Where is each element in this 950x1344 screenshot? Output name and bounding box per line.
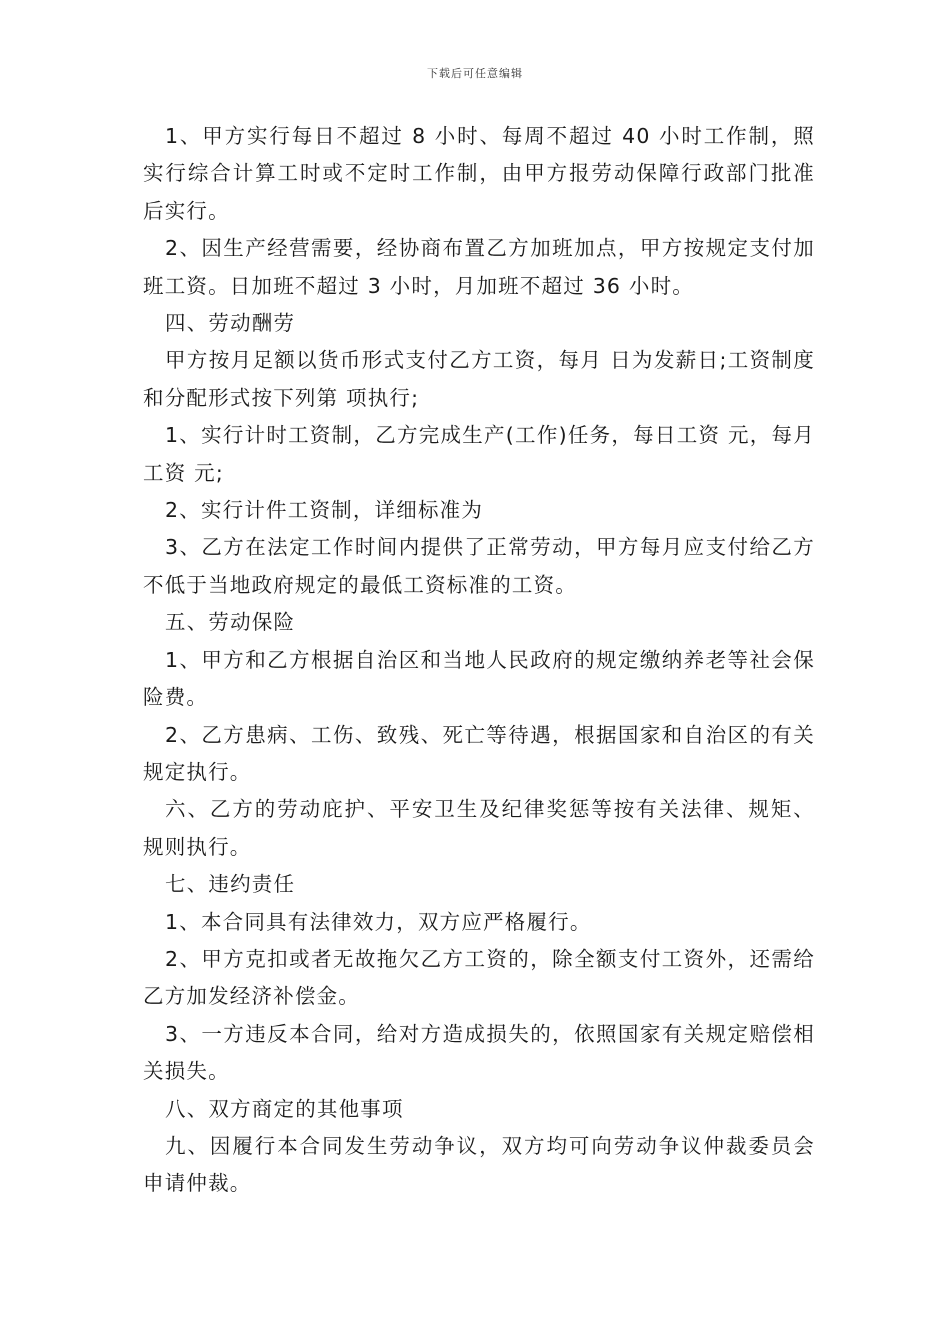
document-body [143, 118, 815, 1203]
section-heading-remuneration: 四、劳动酬劳 [165, 311, 296, 336]
paragraph-minimum-wage: 3、乙方在法定工作时间内提供了正常劳动，甲方每月应支付给乙方不低于当地政府规定的最低工资标准的工资。 [143, 535, 815, 597]
page-header: 下载后可任意编辑 [427, 67, 523, 80]
paragraph-piece-wage: 2、实行计件工资制，详细标准为 [165, 498, 484, 523]
paragraph-wage-arrears: 2、甲方克扣或者无故拖欠乙方工资的，除全额支付工资外，还需给乙方加发经济补偿金。 [143, 946, 815, 1009]
paragraph-time-wage: 1、实行计时工资制，乙方完成生产(工作)任务，每日工资 元，每月工资 元; [143, 423, 815, 485]
paragraph-overtime: 2、因生产经营需要，经协商布置乙方加班加点，甲方按规定支付加班工资。日加班不超过 3 小时，月加班不超过 36 小时。 [143, 236, 815, 298]
paragraph-salary-payment: 甲方按月足额以货币形式支付乙方工资，每月 日为发薪日;工资制度和分配形式按下列第 项执行; [143, 348, 815, 410]
section-heading-protection: 六、乙方的劳动庇护、平安卫生及纪律奖惩等按有关法律、规矩、规则执行。 [143, 797, 815, 859]
section-heading-liability: 七、违约责任 [165, 872, 296, 897]
paragraph-work-hours: 1、甲方实行每日不超过 8 小时、每周不超过 40 小时工作制，照实行综合计算工时或不定时工作制，由甲方报劳动保障行政部门批准后实行。 [143, 124, 815, 223]
paragraph-social-insurance: 1、甲方和乙方根据自治区和当地人民政府的规定缴纳养老等社会保险费。 [143, 647, 815, 710]
paragraph-legal-effect: 1、本合同具有法律效力，双方应严格履行。 [165, 909, 592, 934]
section-heading-arbitration: 九、因履行本合同发生劳动争议，双方均可向劳动争议仲裁委员会申请仲裁。 [143, 1133, 815, 1196]
paragraph-compensation: 3、一方违反本合同，给对方造成损失的，依照国家有关规定赔偿相关损失。 [143, 1021, 815, 1084]
paragraph-injury-benefits: 2、乙方患病、工伤、致残、死亡等待遇，根据国家和自治区的有关规定执行。 [143, 722, 815, 784]
section-heading-other-matters: 八、双方商定的其他事项 [165, 1096, 404, 1121]
section-heading-insurance: 五、劳动保险 [165, 610, 296, 635]
